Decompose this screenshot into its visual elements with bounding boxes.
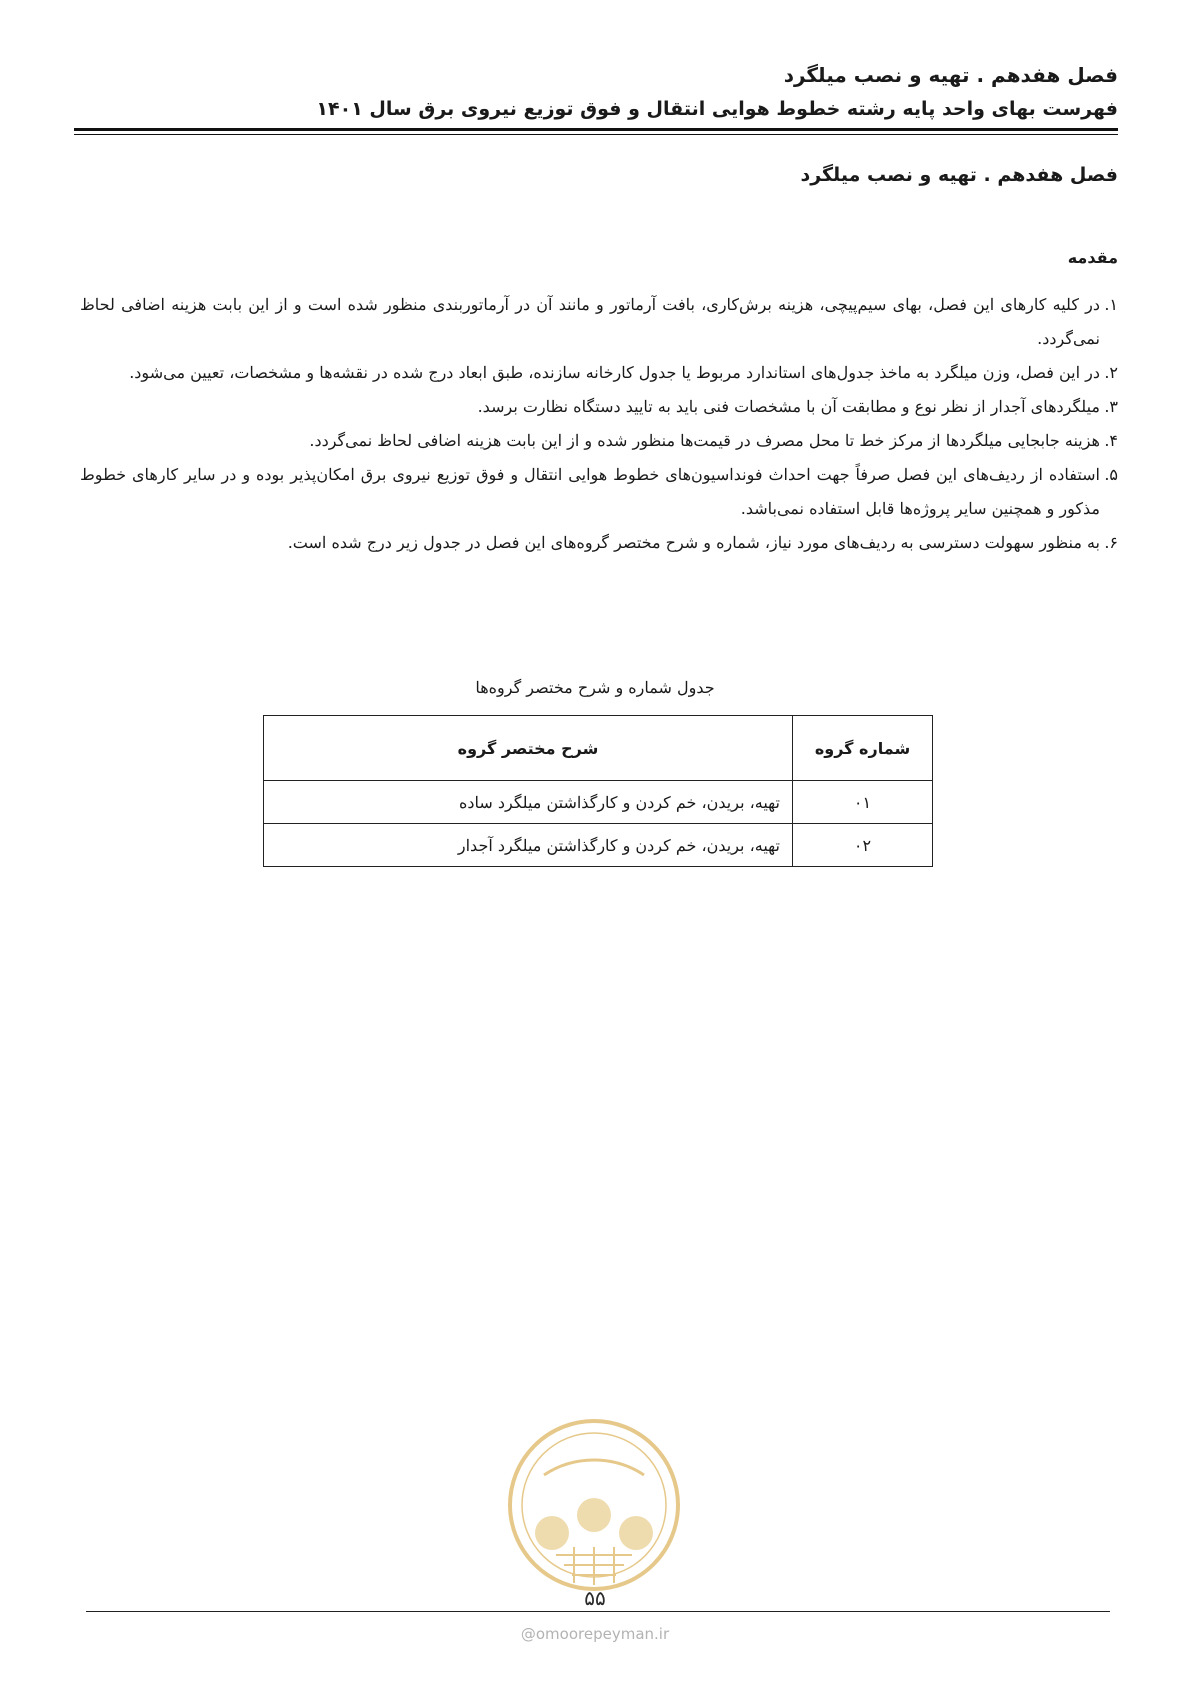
page-number: ۵۵ <box>584 1586 606 1610</box>
table-row <box>264 781 933 824</box>
list-item <box>80 390 1118 424</box>
item-text: میلگردهای آجدار از نظر نوع و مطابقت آن با مشخصات فنی باید به تایید دستگاه نظارت برسد. <box>477 397 1100 416</box>
item-text: به منظور سهولت دسترسی به ردیف‌های مورد نیاز، شماره و شرح مختصر گروه‌های این فصل در جدول زیر درج شده است. <box>287 533 1100 552</box>
intro-heading: مقدمه <box>1067 248 1118 267</box>
intro-items-list <box>80 288 1118 560</box>
header-book-title: فهرست بهای واحد پایه رشته خطوط هوایی انتقال و فوق توزیع نیروی برق سال ۱۴۰۱ <box>316 98 1118 120</box>
list-item <box>80 356 1118 390</box>
cell-group-number: ۰۱ <box>793 781 933 824</box>
header-rule-thick <box>74 128 1118 131</box>
section-title: فصل هفدهم . تهیه و نصب میلگرد <box>800 164 1118 186</box>
cell-group-description: تهیه، بریدن، خم کردن و کارگذاشتن میلگرد آجدار <box>264 824 793 867</box>
cell-group-description: تهیه، بریدن، خم کردن و کارگذاشتن میلگرد ساده <box>264 781 793 824</box>
seal-watermark-icon <box>504 1415 684 1595</box>
item-number: ۵. <box>1104 465 1118 484</box>
item-number: ۶. <box>1104 533 1118 552</box>
table-caption: جدول شماره و شرح مختصر گروه‌ها <box>475 678 715 697</box>
header-chapter-title: فصل هفدهم . تهیه و نصب میلگرد <box>783 63 1118 87</box>
item-number: ۳. <box>1104 397 1118 416</box>
groups-table <box>263 715 933 867</box>
table-header-row <box>264 716 933 781</box>
item-text: در این فصل، وزن میلگرد به ماخذ جدول‌های استاندارد مربوط یا جدول کارخانه سازنده، طبق ابعاد درج شده در نقشه‌ها و مشخصات، تعیین می‌شود. <box>129 363 1100 382</box>
header-rule-thin <box>74 134 1118 135</box>
item-text: استفاده از ردیف‌های این فصل صرفاً جهت احداث فونداسیون‌های خطوط هوایی انتقال و فوق توزیع نیروی برق امکان‌پذیر بوده و در سایر کارهای خطوط مذکور و همچنین سایر پروژه‌ها قابل استفاده نمی‌باشد. <box>80 465 1100 518</box>
watermark-site: @omoorepeyman.ir <box>520 1625 670 1643</box>
table-row <box>264 824 933 867</box>
item-number: ۱. <box>1104 295 1118 314</box>
item-number: ۴. <box>1104 431 1118 450</box>
item-text: در کلیه کارهای این فصل، بهای سیم‌پیچی، هزینه برش‌کاری، بافت آرماتور و مانند آن در آرماتوربندی منظور شده است و از این بابت هزینه اضافی لحاظ نمی‌گردد. <box>80 295 1100 348</box>
cell-group-number: ۰۲ <box>793 824 933 867</box>
list-item <box>80 424 1118 458</box>
list-item <box>80 458 1118 526</box>
item-number: ۲. <box>1104 363 1118 382</box>
page-header <box>74 58 1118 126</box>
header-group-description: شرح مختصر گروه <box>264 716 793 781</box>
list-item <box>80 526 1118 560</box>
header-group-number: شماره گروه <box>793 716 933 781</box>
footer-rule <box>86 1611 1110 1612</box>
list-item <box>80 288 1118 356</box>
item-text: هزینه جابجایی میلگردها از مرکز خط تا محل مصرف در قیمت‌ها منظور شده و از این بابت هزینه اضافی لحاظ نمی‌گردد. <box>309 431 1100 450</box>
